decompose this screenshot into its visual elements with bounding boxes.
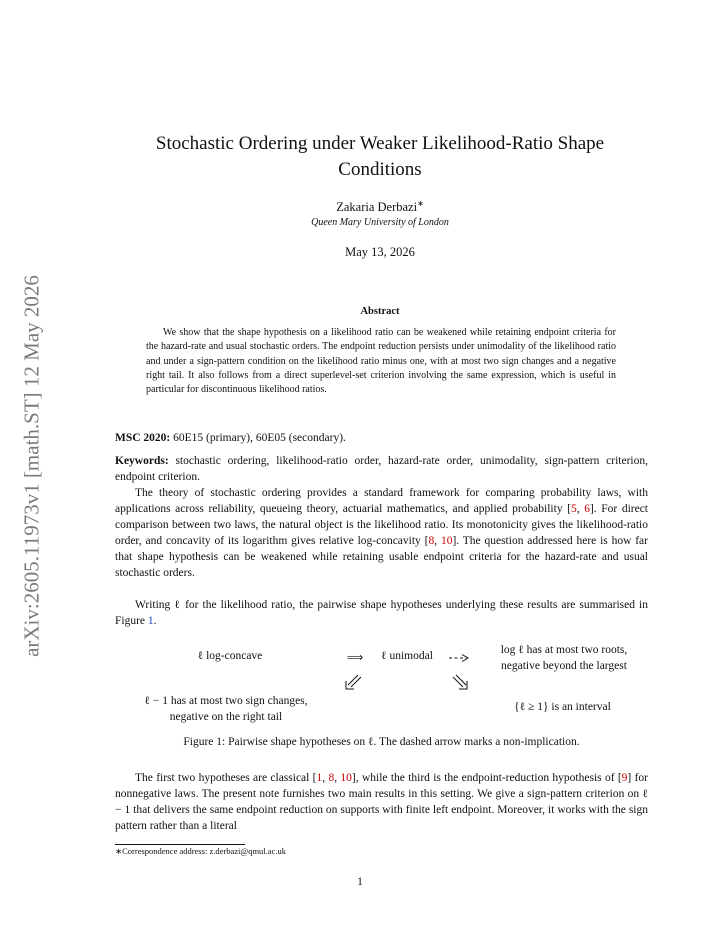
author-name: Zakaria Derbazi <box>336 200 418 215</box>
figure-reference-link[interactable]: 1 <box>147 615 154 627</box>
citation-link[interactable]: 5 <box>571 503 577 515</box>
para3-text: ], while the third is the endpoint-reduction hypothesis of [ <box>351 772 622 784</box>
page-number: 1 <box>357 876 363 888</box>
keywords-text: stochastic ordering, likelihood-ratio order, hazard-rate order, unimodality, sign-pattern criterion, endpoint criterion. <box>115 455 648 483</box>
intro-paragraph-3 <box>115 770 648 834</box>
msc-text: 60E15 (primary), 60E05 (secondary). <box>170 432 346 444</box>
citation-link[interactable]: 10 <box>440 535 453 547</box>
citation-link[interactable]: 8 <box>428 535 435 547</box>
intro-paragraph-2 <box>115 597 648 629</box>
para3-text: , <box>322 772 329 784</box>
citation-link[interactable]: 10 <box>340 772 352 784</box>
citation-link[interactable]: 1 <box>316 772 323 784</box>
abstract-heading: Abstract <box>360 306 400 317</box>
node-sign-changes <box>110 693 342 725</box>
para1-text: ]. The question addressed here is how far that shape hypothesis can be weakened while retaining usable endpoint criteria for the hazard-rate and usual stochastic orders. <box>115 535 648 579</box>
affiliation: Queen Mary University of London <box>311 217 449 228</box>
node-log-roots-line-1: log ℓ has at most two roots, <box>500 644 628 656</box>
author-footnote-mark: ∗ <box>417 199 424 208</box>
para1-text: , <box>434 535 441 547</box>
para1-text: , <box>576 503 585 515</box>
citation-link[interactable]: 8 <box>328 772 335 784</box>
paper-title: Stochastic Ordering under Weaker Likelihood-Ratio Shape Conditions <box>155 133 605 180</box>
para3-text: The first two hypotheses are classical [ <box>135 772 317 784</box>
para3-text: ] for nonnegative laws. The present note furnishes two main results in this setting. We give a sign-pattern criterion on ℓ − 1 that delivers the same endpoint reduction on supports with finite left endpoint. Moreover, it works with the sign pattern rather than a literal <box>115 772 648 832</box>
msc-label: MSC 2020: <box>115 432 171 444</box>
node-unimodal: ℓ unimodal <box>381 650 433 662</box>
para1-text: The theory of stochastic ordering provides a standard framework for comparing probability laws, with applications across reliability, queueing theory, actuarial mathematics, and applied probability [ <box>115 487 648 515</box>
dashed-arrow-icon <box>447 651 473 665</box>
citation-link[interactable]: 6 <box>584 503 590 515</box>
node-log-concave: ℓ log-concave <box>197 650 263 662</box>
arxiv-identifier: arXiv:2605.11973v1 [math.ST] 12 May 2026 <box>19 274 44 657</box>
double-arrow-down-right-icon <box>450 672 470 692</box>
node-superlevel-interval: {ℓ ≥ 1} is an interval <box>514 701 611 713</box>
paper-date: May 13, 2026 <box>345 245 415 259</box>
author-line <box>120 199 640 215</box>
intro-paragraph-1 <box>115 485 648 581</box>
double-arrow-down-left-icon <box>343 672 363 692</box>
para3-text: , <box>334 772 341 784</box>
implies-arrow: ⟹ <box>346 652 364 664</box>
citation-link[interactable]: 9 <box>621 772 628 784</box>
para1-text: ]. For direct comparison between two laws, the natural object is the likelihood ratio. Its monotonicity gives the likelihood-ratio order, and concavity of its logarithm gives relative log-concavity [ <box>115 503 649 547</box>
para2-text: . <box>153 615 157 627</box>
node-sign-changes-line-2: negative on the right tail <box>169 711 283 723</box>
node-log-roots-line-2: negative beyond the largest <box>501 660 627 672</box>
footnote-rule <box>115 844 245 845</box>
keywords-line <box>115 453 648 485</box>
keywords-label: Keywords: <box>115 455 169 467</box>
msc-line <box>115 430 648 446</box>
footnote: ∗Correspondence address: z.derbazi@qmul.ac.uk <box>115 846 286 856</box>
node-sign-changes-line-1: ℓ − 1 has at most two sign changes, <box>144 695 308 707</box>
arxiv-stamp <box>18 243 46 688</box>
figure-caption: Figure 1: Pairwise shape hypotheses on ℓ. The dashed arrow marks a non-implication. <box>183 736 580 748</box>
abstract-text: We show that the shape hypothesis on a likelihood ratio can be weakened while retaining endpoint criteria for the hazard-rate and usual stochastic orders. The endpoint reduction persists under unimodality of the likelihood ratio and under a sign-pattern condition on the likelihood ratio minus one, with at most two sign changes and a negative right tail. It also follows from a direct superlevel-set criterion involving the same expression, which is useful in particular for discontinuous likelihood ratios. <box>146 327 616 396</box>
para2-text: Writing ℓ for the likelihood ratio, the pairwise shape hypotheses underlying these results are summarised in Figure <box>115 599 648 627</box>
node-log-roots <box>478 642 650 674</box>
